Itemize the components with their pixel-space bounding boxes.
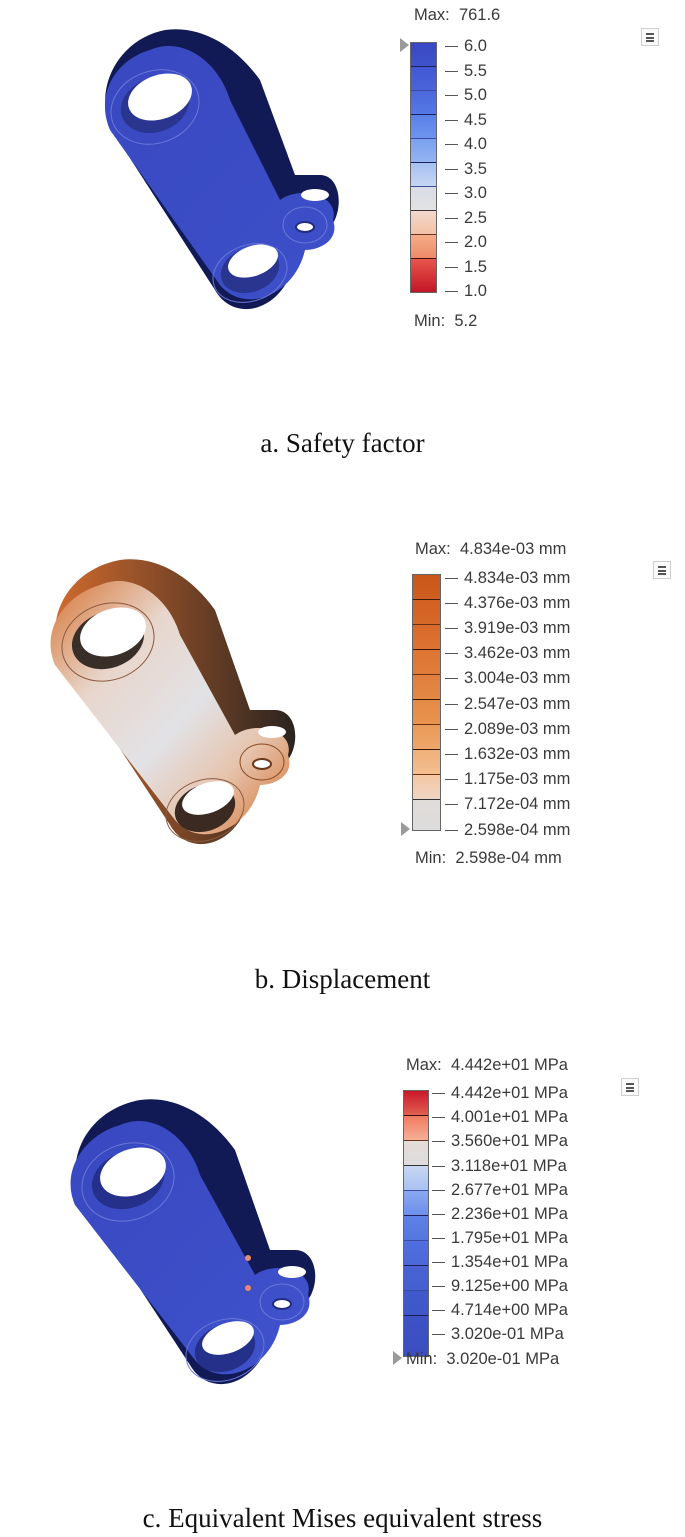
legend-max-value: 4.834e-03 mm xyxy=(459,540,567,558)
legend-min-value: 5.2 xyxy=(454,312,478,330)
legend-max-label: Max: xyxy=(406,1056,442,1074)
panel-displacement xyxy=(0,480,685,1015)
panel-mises-stress xyxy=(0,1015,685,1537)
figure-caption-c: c. Equivalent Mises equivalent stress xyxy=(142,1503,543,1533)
hamburger-menu-icon xyxy=(658,566,666,568)
legend-min xyxy=(414,312,477,331)
legend-max xyxy=(415,540,566,559)
legend-max xyxy=(414,6,500,25)
color-bar xyxy=(412,574,441,831)
legend-min xyxy=(415,849,562,868)
legend-min-value: 3.020e-01 MPa xyxy=(446,1350,560,1368)
legend-max-label: Max: xyxy=(414,6,450,24)
color-bar xyxy=(403,1090,429,1357)
legend-max xyxy=(406,1056,568,1075)
legend-min-label: Min: xyxy=(414,312,446,330)
legend-min-label: Min: xyxy=(415,849,447,867)
legend-menu-button[interactable] xyxy=(653,561,671,579)
legend-max-value: 4.442e+01 MPa xyxy=(450,1056,568,1074)
legend-min-label: Min: xyxy=(406,1350,438,1368)
range-pointer-icon[interactable] xyxy=(400,38,409,52)
legend-menu-button[interactable] xyxy=(621,1078,639,1096)
figure-caption-a: a. Safety factor xyxy=(260,428,425,458)
legend-menu-button[interactable] xyxy=(641,28,659,46)
model-view-displacement xyxy=(40,550,310,860)
legend-safety-factor: Max: 761.6 6.0 5.5 5.0 4.5 4.0 3.5 3.0 2.5 2.0 1.5 1.0 Min: 5.2 xyxy=(385,0,585,340)
range-pointer-icon[interactable] xyxy=(393,1351,402,1365)
range-pointer-icon[interactable] xyxy=(401,822,410,836)
legend-max-value: 761.6 xyxy=(458,6,501,24)
legend-min-value: 2.598e-04 mm xyxy=(455,849,562,867)
color-bar xyxy=(410,42,437,293)
figure-caption-b: b. Displacement xyxy=(254,964,431,994)
legend-mises-stress: Max: 4.442e+01 MPa 4.442e+01 MPa 4.001e+01 MPa 3.560e+01 MPa 3.118e+01 MPa 2.677e+01 MPa 2.236e+01 MPa 1.795e+01 MPa 1.354e+01 MPa 9.125e+00 MPa 4.714e+00 MPa 3.020e-01 MPa Min: 3.020e-01 MPa xyxy=(395,1015,685,1415)
legend-displacement: Max: 4.834e-03 mm 4.834e-03 mm 4.376e-03 mm 3.919e-03 mm 3.462e-03 mm 3.004e-03 mm 2.547e-03 mm 2.089e-03 mm 1.632e-03 mm 1.175e-03 mm 7.172e-04 mm 2.598e-04 mm Min: 2.598e-04 mm xyxy=(400,480,685,880)
panel-safety-factor xyxy=(0,0,685,480)
model-view-mises-stress xyxy=(60,1090,330,1400)
model-view-safety-factor xyxy=(95,25,355,325)
hamburger-menu-icon xyxy=(646,33,654,35)
legend-max-label: Max: xyxy=(415,540,451,558)
hamburger-menu-icon xyxy=(626,1083,634,1085)
legend-min xyxy=(406,1350,559,1369)
